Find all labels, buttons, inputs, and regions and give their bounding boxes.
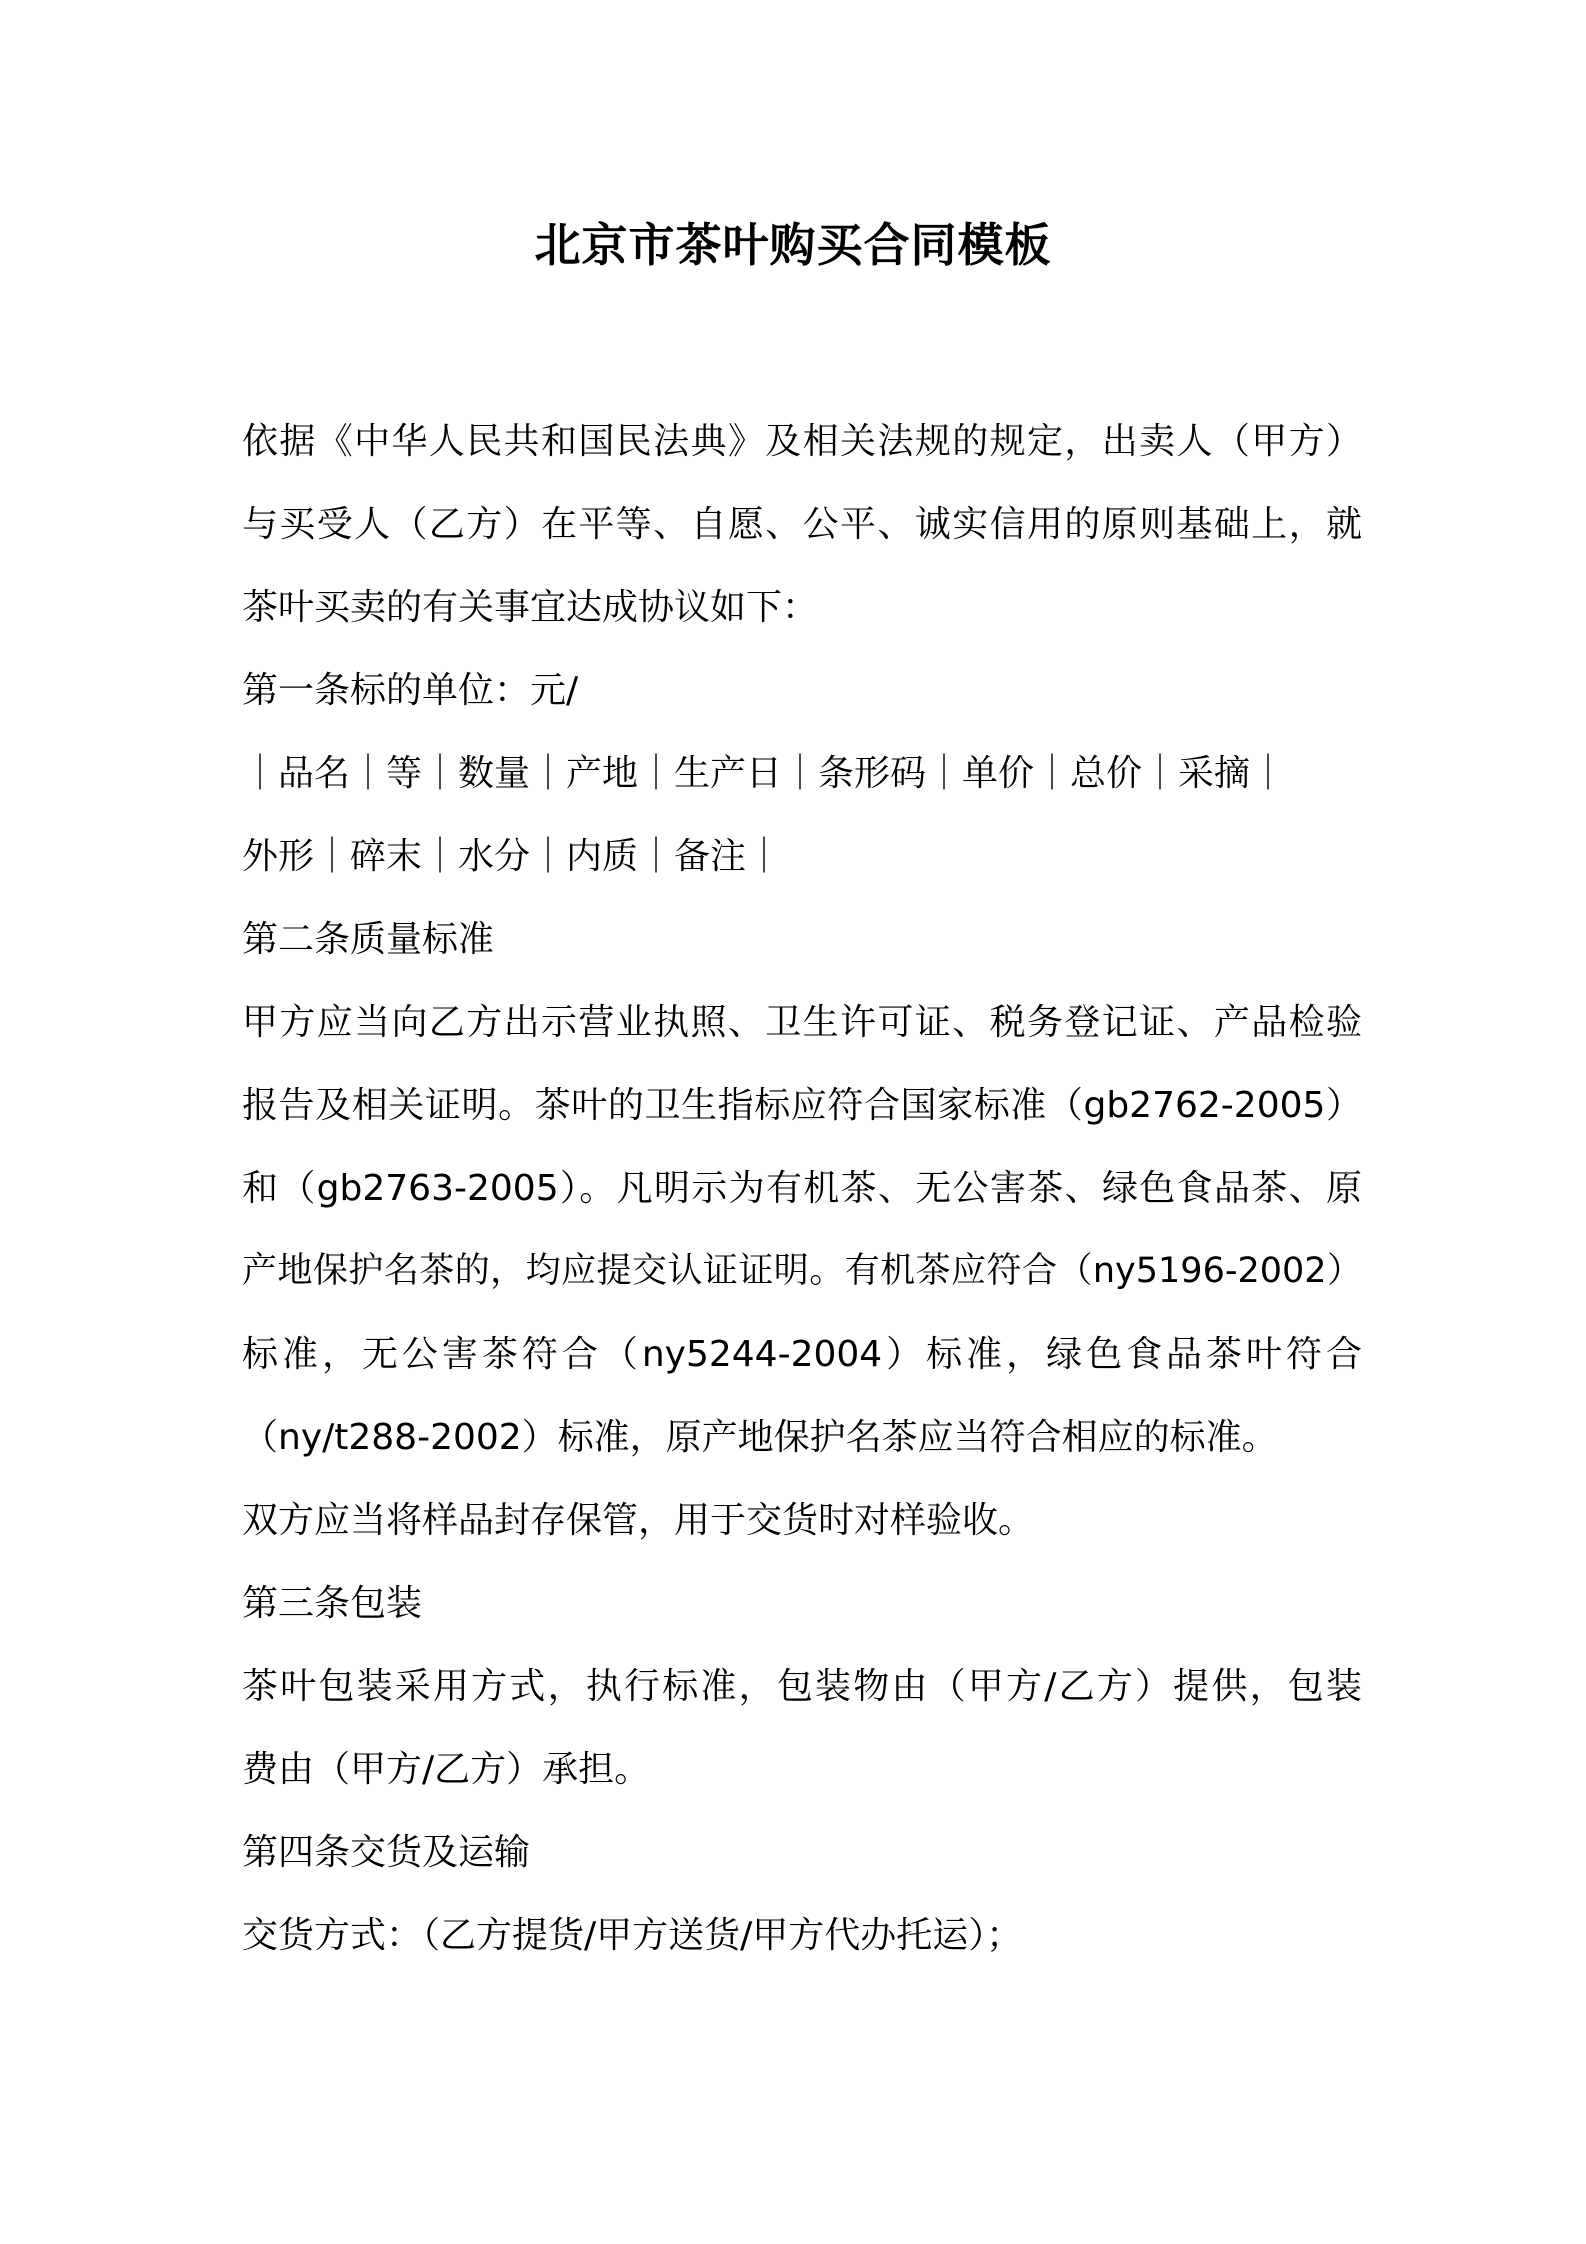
article-2-line-2: 报告及相关证明。茶叶的卫生指标应符合国家标准（gb2762-2005）	[242, 1085, 1362, 1126]
article-4-line-1: 交货方式：（乙方提货/甲方送货/甲方代办托运）；	[242, 1915, 1023, 1956]
article-2-line-5: 标准，无公害茶符合（ny5244-2004）标准，绿色食品茶叶符合	[242, 1334, 1362, 1375]
article-2-line-1: 甲方应当向乙方出示营业执照、卫生许可证、税务登记证、产品检验	[242, 1002, 1362, 1043]
article-3-heading: 第三条包装	[242, 1583, 423, 1624]
article-2-line-3: 和（gb2763-2005）。凡明示为有机茶、无公害茶、绿色食品茶、原	[242, 1168, 1362, 1209]
article-2-line-7: 双方应当将样品封存保管，用于交货时对样验收。	[242, 1500, 1035, 1541]
document-title: 北京市茶叶购买合同模板	[534, 218, 1052, 272]
article-3-line-2: 费由（甲方/乙方）承担。	[242, 1749, 651, 1790]
intro-line-3: 茶叶买卖的有关事宜达成协议如下：	[242, 587, 819, 628]
intro-line-1: 依据《中华人民共和国民法典》及相关法规的规定，出卖人（甲方）	[242, 421, 1362, 462]
table-columns-row-1: ｜品名｜等｜数量｜产地｜生产日｜条形码｜单价｜总价｜采摘｜	[242, 753, 1287, 794]
article-1-heading: 第一条标的单位：元/	[242, 670, 579, 711]
article-3-line-1: 茶叶包装采用方式，执行标准，包装物由（甲方/乙方）提供，包装	[242, 1666, 1362, 1707]
article-4-heading: 第四条交货及运输	[242, 1832, 531, 1873]
intro-line-2: 与买受人（乙方）在平等、自愿、公平、诚实信用的原则基础上，就	[242, 504, 1362, 545]
article-2-line-6: （ny/t288-2002）标准，原产地保护名茶应当符合相应的标准。	[242, 1417, 1278, 1458]
article-2-line-4: 产地保护名茶的，均应提交认证证明。有机茶应符合（ny5196-2002）	[242, 1251, 1362, 1291]
article-2-heading: 第二条质量标准	[242, 919, 495, 960]
document-body	[242, 400, 1362, 1977]
table-columns-row-2: 外形｜碎末｜水分｜内质｜备注｜	[242, 836, 783, 877]
